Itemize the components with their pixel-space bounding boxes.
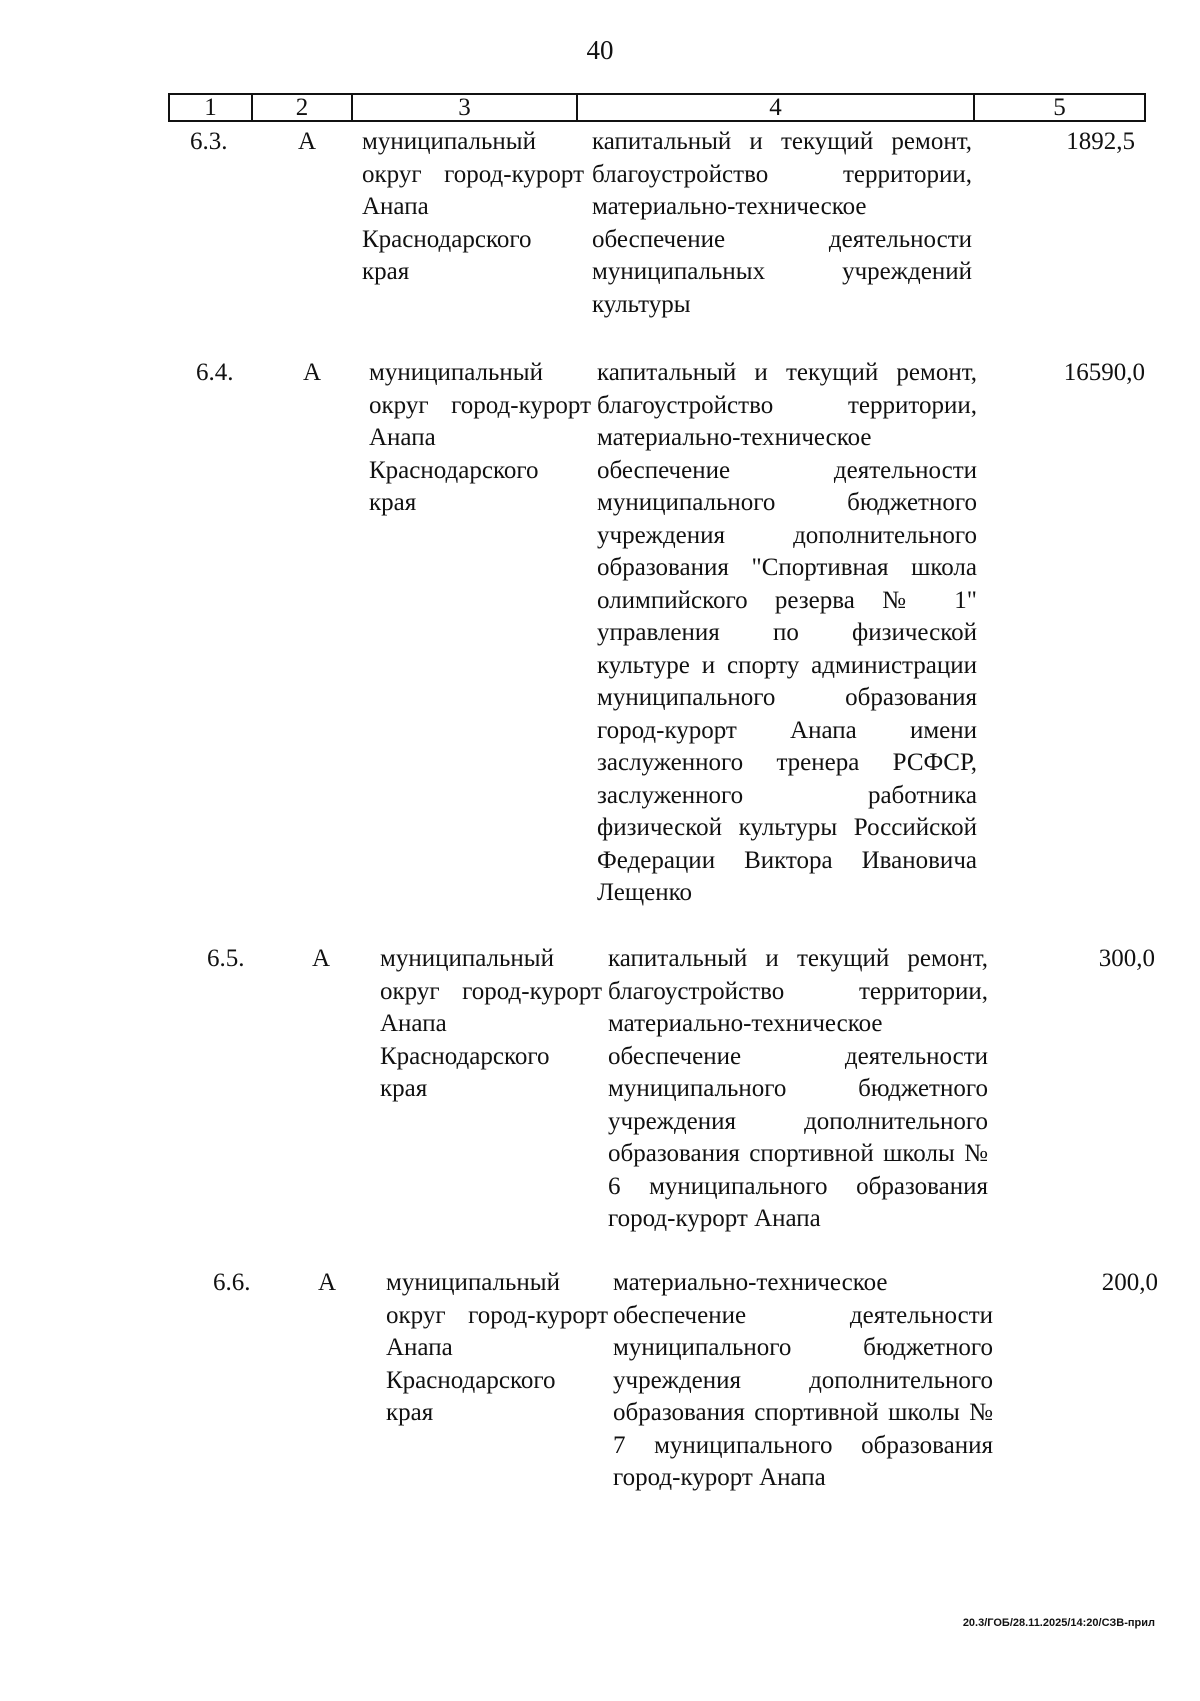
row-description: капитальный и текущий ремонт, благоустройство территории, материально-техническое обеспечение деятельности муниципальных учреждений культуры (592, 128, 972, 318)
row-area: муниципальный округ город-курорт Анапа Краснодарского края (380, 945, 602, 1102)
row-number: 6.6. (213, 1269, 251, 1296)
document-registration-code: 20.3/ГОБ/28.11.2025/14:20/СЗВ-прил (962, 1617, 1155, 1629)
row-code: А (317, 1269, 337, 1296)
table-header (168, 93, 1146, 122)
column-header-5: 5 (1053, 94, 1066, 121)
row-description: капитальный и текущий ремонт, благоустройство территории, материально-техническое обеспечение деятельности муниципального бюджетного учреждения дополнительного образования "Спортивная школа олимпийского резерва № 1" управления по физической культуре и спорту администрации муниципального образования город-курорт Анапа имени заслуженного тренера РСФСР, заслуженного работника физической культуры Российской Федерации Виктора Ивановича Лещенко (597, 359, 977, 906)
row-number: 6.5. (207, 945, 245, 972)
column-header-3: 3 (353, 95, 578, 120)
row-area: муниципальный округ город-курорт Анапа Краснодарского края (386, 1269, 608, 1426)
row-code: А (311, 945, 331, 972)
row-code: А (297, 128, 317, 155)
row-amount: 200,0 (1101, 1269, 1158, 1296)
column-header-4: 4 (578, 95, 975, 120)
column-header-1: 1 (170, 95, 253, 120)
column-header-2: 2 (253, 95, 353, 120)
row-amount: 1892,5 (1066, 128, 1135, 155)
row-code: А (302, 359, 322, 386)
row-description: материально-техническое обеспечение деятельности муниципального бюджетного учреждения дополнительного образования спортивной школы № 7 муниципального образования город-курорт Анапа (613, 1269, 993, 1491)
row-number: 6.3. (190, 128, 228, 155)
page-number: 40 (586, 35, 614, 65)
row-number: 6.4. (196, 359, 234, 386)
row-area: муниципальный округ город-курорт Анапа Краснодарского края (369, 359, 591, 516)
row-amount: 16590,0 (1063, 359, 1145, 386)
row-area: муниципальный округ город-курорт Анапа Краснодарского края (362, 128, 584, 285)
row-amount: 300,0 (1098, 945, 1155, 972)
row-description: капитальный и текущий ремонт, благоустройство территории, материально-техническое обеспечение деятельности муниципального бюджетного учреждения дополнительного образования спортивной школы № 6 муниципального образования город-курорт Анапа (608, 945, 988, 1232)
